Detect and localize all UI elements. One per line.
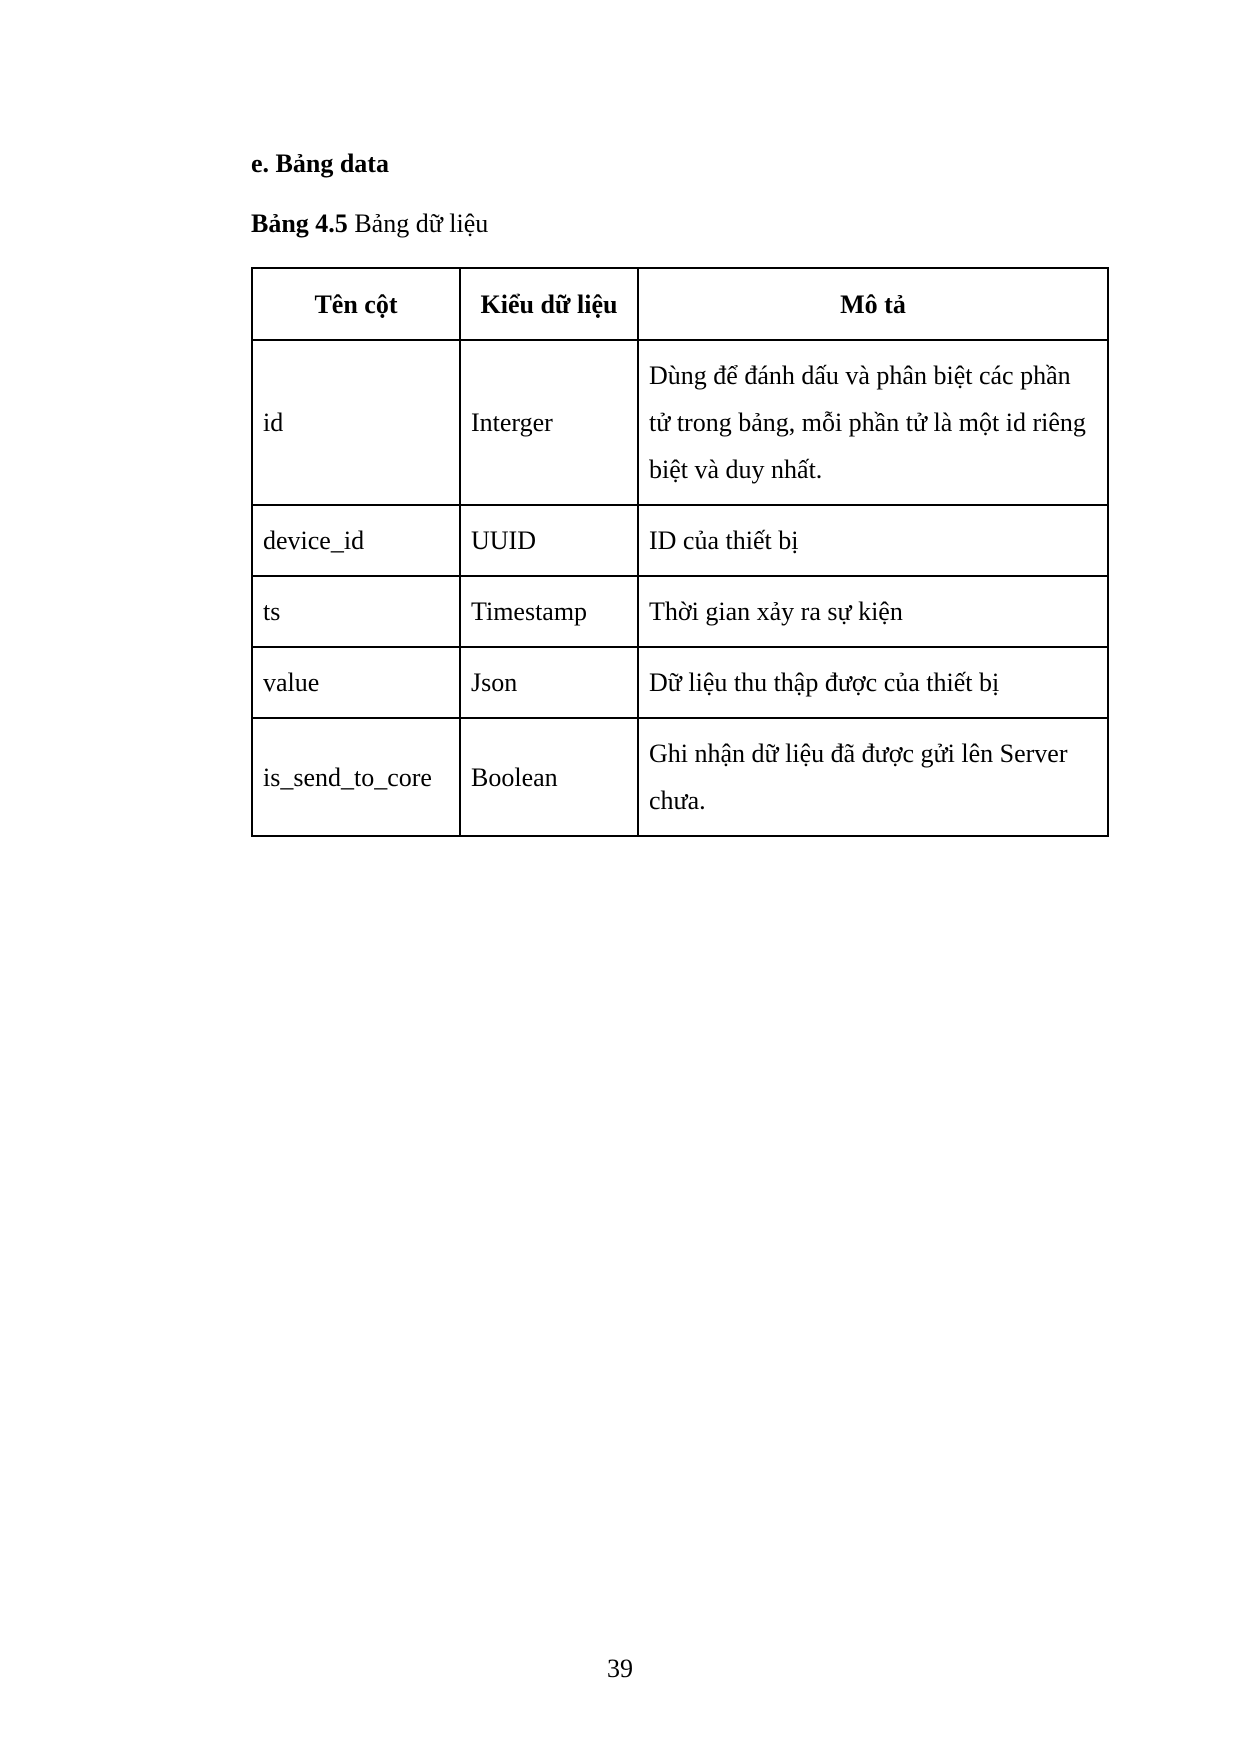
cell-column-name: ts [252,576,460,647]
cell-column-name: id [252,340,460,505]
table-row [252,576,1108,647]
cell-data-type: Interger [460,340,638,505]
cell-data-type: Json [460,647,638,718]
table-row [252,340,1108,505]
header-description: Mô tả [638,268,1108,340]
cell-data-type: Boolean [460,718,638,836]
section-heading: e. Bảng data [251,149,389,178]
table-caption [251,206,488,242]
cell-data-type: UUID [460,505,638,576]
table-header-row [252,268,1108,340]
cell-description: Ghi nhận dữ liệu đã được gửi lên Server chưa. [638,718,1108,836]
table-caption-title: Bảng dữ liệu [354,209,489,238]
header-data-type: Kiểu dữ liệu [460,268,638,340]
table-row [252,505,1108,576]
cell-column-name: device_id [252,505,460,576]
page-number: 39 [607,1654,633,1683]
header-column-name: Tên cột [252,268,460,340]
cell-description: Dùng để đánh dấu và phân biệt các phần tử trong bảng, mỗi phần tử là một id riêng biệt và duy nhất. [638,340,1108,505]
table-row [252,647,1108,718]
cell-description: Dữ liệu thu thập được của thiết bị [638,647,1108,718]
table-row [252,718,1108,836]
cell-description: Thời gian xảy ra sự kiện [638,576,1108,647]
table-caption-number: Bảng 4.5 [251,209,348,238]
data-table [251,267,1109,837]
cell-column-name: value [252,647,460,718]
cell-description: ID của thiết bị [638,505,1108,576]
cell-data-type: Timestamp [460,576,638,647]
cell-column-name: is_send_to_core [252,718,460,836]
